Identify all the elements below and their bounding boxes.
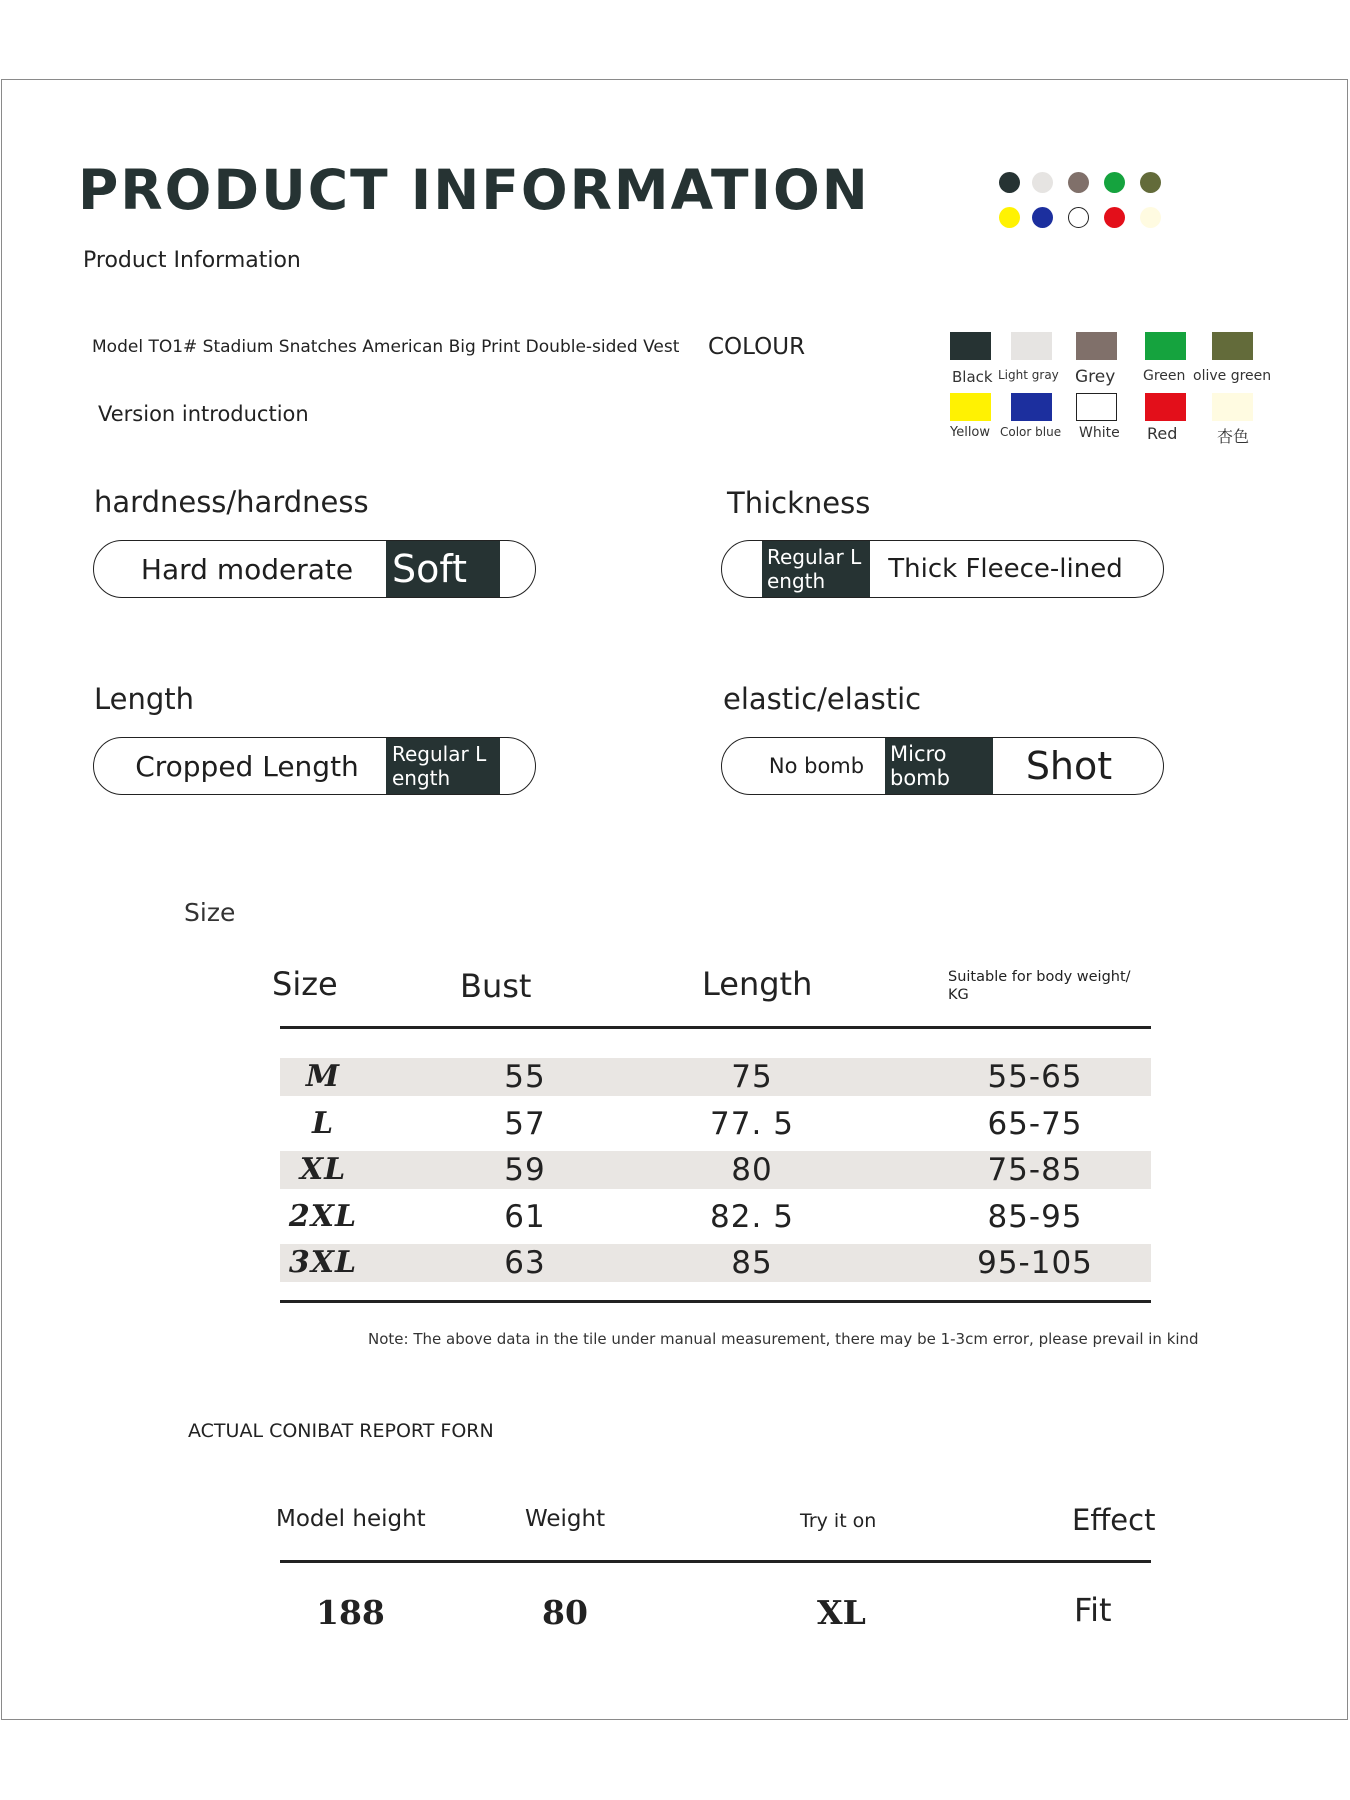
option-micro-bomb[interactable] <box>885 738 993 794</box>
color-dot <box>1104 207 1125 228</box>
swatch-black <box>950 332 991 360</box>
report-rule <box>280 1560 1151 1563</box>
color-dot <box>999 172 1020 193</box>
table-row <box>280 1151 1151 1189</box>
length-cell: 77. 5 <box>710 1106 794 1142</box>
column-header-size: Size <box>272 965 338 1003</box>
option-label: Soft <box>392 547 467 591</box>
color-dot <box>1140 207 1161 228</box>
swatch-white <box>1076 393 1117 421</box>
elastic-heading: elastic/elastic <box>723 682 922 716</box>
bust-cell: 59 <box>504 1152 546 1188</box>
option-label: Micro bomb <box>890 742 950 790</box>
length-cell: 80 <box>731 1152 773 1188</box>
swatch-label: 杏色 <box>1217 427 1250 446</box>
color-dot <box>1140 172 1161 193</box>
option-label: Regular L ength <box>767 545 862 593</box>
length-cell: 85 <box>731 1245 773 1281</box>
size-cell: XL <box>299 1152 347 1187</box>
swatch-grey <box>1076 332 1117 360</box>
bust-cell: 55 <box>504 1059 546 1095</box>
swatch-light-gray <box>1011 332 1052 360</box>
table-top-rule <box>280 1026 1151 1029</box>
table-row <box>280 1198 1151 1236</box>
swatch-red <box>1145 393 1186 421</box>
column-header-length: Length <box>702 965 813 1003</box>
bust-cell: 63 <box>504 1245 546 1281</box>
color-dot <box>1032 207 1053 228</box>
color-dot <box>1068 172 1089 193</box>
report-value-height: 188 <box>316 1593 385 1632</box>
swatch-label: Light gray <box>998 368 1059 382</box>
option-label: Shot <box>1025 744 1113 788</box>
size-cell: L <box>311 1106 335 1141</box>
color-dot <box>1032 172 1053 193</box>
option-shot[interactable] <box>993 738 1164 794</box>
report-header-weight: Weight <box>525 1506 606 1532</box>
swatch-label: Color blue <box>1000 425 1062 439</box>
option-thick-fleece-lined[interactable] <box>870 541 1164 597</box>
report-header-model-height: Model height <box>276 1506 426 1532</box>
table-row <box>280 1244 1151 1282</box>
swatch-label: olive green <box>1193 368 1272 384</box>
model-name: Model TO1# Stadium Snatches American Big Print Double-sided Vest <box>92 337 680 357</box>
color-dot <box>1104 172 1125 193</box>
option-soft[interactable] <box>386 541 500 597</box>
weight-cell: 75-85 <box>987 1152 1083 1188</box>
length-cell: 82. 5 <box>710 1199 794 1235</box>
thickness-selector <box>721 540 1164 598</box>
swatch-label: White <box>1079 425 1120 441</box>
size-cell: M <box>305 1059 341 1094</box>
report-header-try-it-on: Try it on <box>800 1510 877 1532</box>
report-heading: ACTUAL CONIBAT REPORT FORN <box>188 1420 494 1442</box>
option-label: Regular L ength <box>392 742 487 790</box>
version-intro: Version introduction <box>98 402 309 426</box>
page-title: PRODUCT INFORMATION <box>78 158 870 222</box>
swatch-yellow <box>950 393 991 421</box>
weight-cell: 95-105 <box>977 1245 1093 1281</box>
table-bottom-rule <box>280 1300 1151 1303</box>
elastic-selector <box>721 737 1164 795</box>
bust-cell: 61 <box>504 1199 546 1235</box>
report-value-size: XL <box>817 1593 866 1632</box>
option-regular-length[interactable] <box>386 738 500 794</box>
size-section-heading: Size <box>184 898 236 927</box>
weight-cell: 65-75 <box>987 1106 1083 1142</box>
option-regular-length[interactable] <box>762 541 870 597</box>
page-subtitle: Product Information <box>83 248 301 273</box>
option-hard-moderate[interactable] <box>94 541 386 597</box>
size-cell: 2XL <box>288 1199 358 1234</box>
swatch-label: Black <box>952 368 993 386</box>
hardness-heading: hardness/hardness <box>94 485 369 519</box>
option-no-bomb[interactable] <box>722 738 885 794</box>
length-selector <box>93 737 536 795</box>
color-dot <box>999 207 1020 228</box>
report-value-weight: 80 <box>542 1593 588 1632</box>
swatch-color-blue <box>1011 393 1052 421</box>
table-row <box>280 1058 1151 1096</box>
option-label: Cropped Length <box>135 749 359 783</box>
column-header-weight: Suitable for body weight/ KG <box>948 969 1131 1003</box>
swatch-label: Grey <box>1075 367 1116 387</box>
option-label: Hard moderate <box>140 552 354 586</box>
color-dot <box>1068 207 1089 228</box>
hardness-selector <box>93 540 536 598</box>
option-label: Thick Fleece-lined <box>888 554 1123 584</box>
length-cell: 75 <box>731 1059 773 1095</box>
thickness-heading: Thickness <box>727 486 871 520</box>
report-value-effect: Fit <box>1074 1591 1112 1629</box>
bust-cell: 57 <box>504 1106 546 1142</box>
measurement-note: Note: The above data in the tile under manual measurement, there may be 1-3cm error, please prevail in kind <box>368 1330 1199 1348</box>
swatch-olive-green <box>1212 332 1253 360</box>
report-header-effect: Effect <box>1072 1503 1156 1537</box>
weight-cell: 55-65 <box>987 1059 1083 1095</box>
table-row <box>280 1105 1151 1143</box>
size-cell: 3XL <box>288 1245 358 1280</box>
swatch-label: Yellow <box>950 425 991 440</box>
colour-heading: COLOUR <box>708 334 806 360</box>
swatch-green <box>1145 332 1186 360</box>
swatch-label: Red <box>1147 424 1178 443</box>
option-cropped-length[interactable] <box>94 738 386 794</box>
swatch-apricot <box>1212 393 1253 421</box>
length-heading: Length <box>94 682 195 716</box>
swatch-label: Green <box>1143 368 1186 384</box>
weight-cell: 85-95 <box>987 1199 1083 1235</box>
option-label: No bomb <box>768 754 865 778</box>
column-header-bust: Bust <box>460 967 532 1005</box>
